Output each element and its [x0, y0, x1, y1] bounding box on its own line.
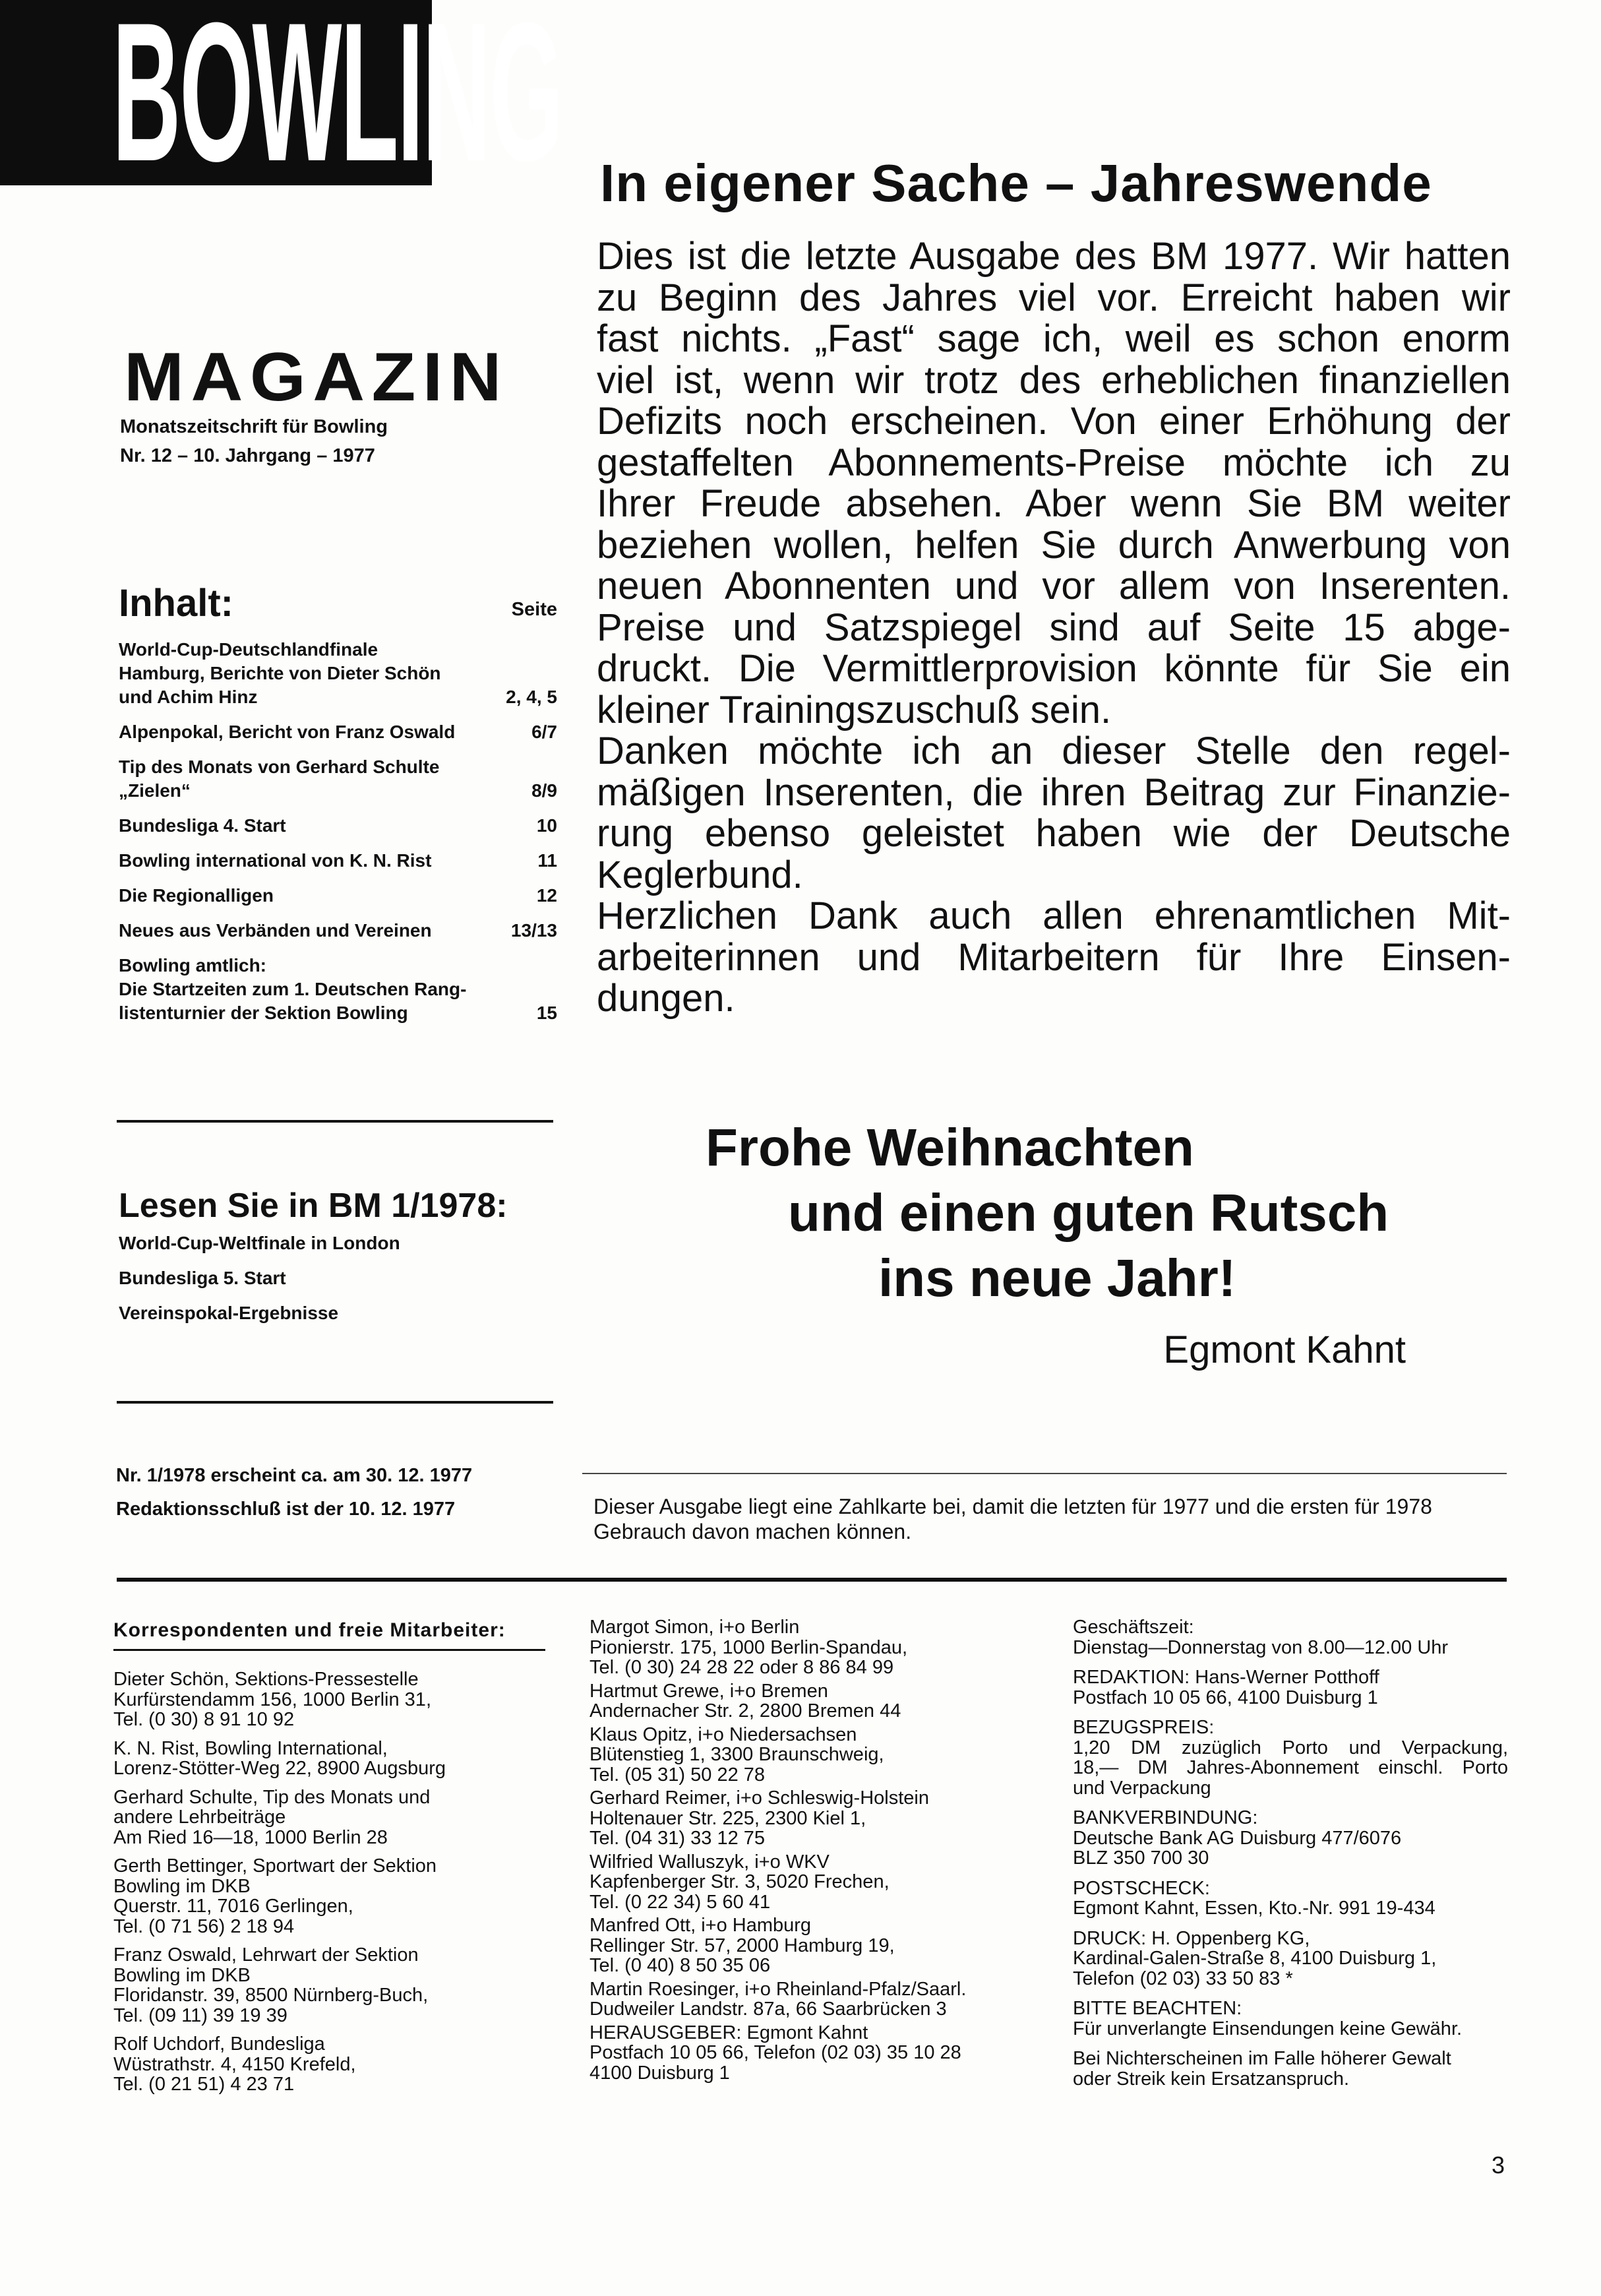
- editorial-line: Herzlichen Dank auch allen ehrenamtlichen Mit-: [597, 894, 1511, 937]
- signature: Egmont Kahnt: [1163, 1328, 1406, 1371]
- contact-entry: [113, 1945, 549, 2026]
- toc-entry-title: World-Cup-Deutschlandfinale Hamburg, Berichte von Dieter Schön und Achim Hinz: [119, 639, 441, 707]
- contact-line: REDAKTION: Hans-Werner Potthoff: [1073, 1667, 1379, 1688]
- contact-entry: [589, 1617, 1051, 1678]
- toc-entry-page: 2, 4, 5: [506, 687, 557, 707]
- contact-entry: [589, 1915, 1051, 1976]
- editorial-headline: In eigener Sache – Jahreswende: [600, 154, 1432, 212]
- editorial-line: Keglerbund.: [597, 853, 803, 896]
- toc-entry-title: Tip des Monats von Gerhard Schulte „Zielen“: [119, 757, 440, 801]
- next-issue-item: Vereinspokal-Ergebnisse: [119, 1303, 339, 1323]
- contact-line: BLZ 350 700 30: [1073, 1847, 1209, 1869]
- contact-line: Tel. (0 71 56) 2 18 94: [113, 1915, 295, 1937]
- editorial-line: gestaffelten Abonnements-Preise möchte ich zu: [597, 441, 1511, 484]
- editorial-line: rung ebenso geleistet haben wie der Deutsche: [597, 812, 1511, 855]
- contact-line: Kardinal-Galen-Straße 8, 4100 Duisburg 1,: [1073, 1948, 1437, 1969]
- editorial-line: neuen Abonnenten und vor allem von Inserenten.: [597, 565, 1511, 607]
- contact-line: Manfred Ott, i+o Hamburg: [589, 1915, 812, 1936]
- contact-line: Rellinger Str. 57, 2000 Hamburg 19,: [589, 1935, 895, 1956]
- toc-entry-title: Bowling international von K. N. Rist: [119, 850, 432, 871]
- contact-entry: [1073, 1667, 1508, 1708]
- contact-line: Lorenz-Stötter-Weg 22, 8900 Augsburg: [113, 1758, 446, 1779]
- contact-line: Tel. (0 30) 24 28 22 oder 8 86 84 99: [589, 1657, 894, 1678]
- contact-line: Tel. (0 30) 8 91 10 92: [113, 1709, 295, 1730]
- editorial-line: viel ist, wenn wir trotz des erheblichen finanziellen: [597, 358, 1511, 402]
- toc-entry-page: 8/9: [531, 780, 557, 801]
- editorial-body: [597, 236, 1511, 1020]
- next-issue-title: Lesen Sie in BM 1/1978:: [119, 1187, 508, 1225]
- magazine-logo: [0, 0, 562, 202]
- correspondents-column-2: [589, 1617, 1051, 2086]
- contact-entry: [113, 2034, 549, 2095]
- contact-line: DRUCK: H. Oppenberg KG,: [1073, 1927, 1310, 1949]
- next-issue-item: Bundesliga 5. Start: [119, 1268, 286, 1288]
- editorial-line: druckt. Die Vermittlerprovision könnte für Sie ein: [597, 647, 1511, 690]
- toc-entry: [119, 849, 557, 873]
- contact-entry: [1073, 1999, 1508, 2039]
- contact-line: Am Ried 16—18, 1000 Berlin 28: [113, 1826, 388, 1848]
- toc-entry-title: Bowling amtlich: Die Startzeiten zum 1. Deutschen Rang- listenturnier der Sektion Bowling: [119, 955, 467, 1023]
- correspondents-column-1: [113, 1617, 549, 2103]
- toc-entry-page: 12: [536, 885, 557, 906]
- contact-line: Wilfried Walluszyk, i+o WKV: [589, 1851, 830, 1873]
- logo-subtitle: MAGAZIN: [124, 339, 509, 416]
- editorial-line: beziehen wollen, helfen Sie durch Anwerbung von: [597, 523, 1511, 567]
- contact-entry: [1073, 1617, 1508, 1658]
- editorial-line: arbeiterinnen und Mitarbeitern für Ihre Einsen-: [597, 935, 1511, 979]
- contact-line: Postfach 10 05 66, 4100 Duisburg 1: [1073, 1687, 1378, 1708]
- divider: [582, 1473, 1507, 1474]
- toc-entry-page: 6/7: [531, 722, 557, 742]
- contact-line: Blütenstieg 1, 3300 Braunschweig,: [589, 1744, 884, 1765]
- editorial-line: Defizits noch erscheinen. Von einer Erhöhung der: [597, 400, 1511, 443]
- correspondents-title: Korrespondenten und freie Mitarbeiter:: [113, 1617, 545, 1651]
- contact-entry: [1073, 1718, 1508, 1798]
- contact-line: Dieter Schön, Sektions-Pressestelle: [113, 1669, 419, 1690]
- contact-line: Dudweiler Landstr. 87a, 66 Saarbrücken 3: [589, 1999, 947, 2020]
- contact-line: und Verpackung: [1073, 1777, 1211, 1799]
- contact-line: Tel. (04 31) 33 12 75: [589, 1828, 766, 1849]
- contact-line: Pionierstr. 175, 1000 Berlin-Spandau,: [589, 1636, 908, 1658]
- toc-page-header: Seite: [511, 599, 557, 620]
- toc-entry: [119, 919, 557, 943]
- contact-entry: [589, 1979, 1051, 2020]
- contact-line: Querstr. 11, 7016 Gerlingen,: [113, 1896, 353, 1917]
- contact-line: K. N. Rist, Bowling International,: [113, 1737, 388, 1759]
- greeting-line: Frohe Weihnachten: [706, 1118, 1194, 1177]
- contact-line: Kapfenberger Str. 3, 5020 Frechen,: [589, 1871, 890, 1892]
- contact-line: Postfach 10 05 66, Telefon (02 03) 35 10 28: [589, 2042, 961, 2063]
- toc-entry-page: 11: [537, 850, 557, 871]
- toc-title: Inhalt:: [119, 582, 233, 625]
- contact-line: BITTE BEACHTEN:: [1073, 1998, 1242, 2019]
- contact-line: Klaus Opitz, i+o Niedersachsen: [589, 1723, 857, 1745]
- toc-entry-page: 13/13: [510, 920, 557, 941]
- toc-entry-title: Alpenpokal, Bericht von Franz Oswald: [119, 722, 456, 742]
- editorial-line: Preise und Satzspiegel sind auf Seite 15 abge-: [597, 605, 1511, 649]
- editorial-line: kleiner Trainingszuschuß sein.: [597, 688, 1112, 731]
- contact-line: Kurfürstendamm 156, 1000 Berlin 31,: [113, 1689, 431, 1710]
- contact-line: Tel. (0 40) 8 50 35 06: [589, 1955, 771, 1976]
- contact-line: Egmont Kahnt, Essen, Kto.-Nr. 991 19-434: [1073, 1898, 1435, 1919]
- toc-entry: [119, 720, 557, 744]
- contact-line: andere Lehrbeiträge: [113, 1807, 286, 1828]
- next-issue-list: [119, 1226, 400, 1330]
- contact-line: Gerhard Reimer, i+o Schleswig-Holstein: [589, 1787, 929, 1809]
- contact-entry: [589, 1681, 1051, 1722]
- toc-entry: [119, 954, 557, 1025]
- contact-line: Rolf Uchdorf, Bundesliga: [113, 2033, 325, 2055]
- contact-line: BEZUGSPREIS:: [1073, 1717, 1215, 1738]
- contact-line: Telefon (02 03) 33 50 83 *: [1073, 1968, 1293, 1989]
- next-issue-date: Nr. 1/1978 erscheint ca. am 30. 12. 1977: [116, 1465, 473, 1486]
- contact-line: BANKVERBINDUNG:: [1073, 1807, 1258, 1828]
- contact-line: Wüstrathstr. 4, 4150 Krefeld,: [113, 2053, 356, 2075]
- contact-line: Geschäftszeit:: [1073, 1617, 1194, 1638]
- contact-line: Bowling im DKB: [113, 1875, 251, 1897]
- editorial-line: Danken möchte ich an dieser Stelle den regel-: [597, 729, 1511, 772]
- toc-entry: [119, 755, 557, 803]
- contact-entry: [113, 1787, 549, 1848]
- editorial-line: zu Beginn des Jahres viel vor. Erreicht haben wir: [597, 276, 1511, 319]
- editorial-line: fast nichts. „Fast“ sage ich, weil es schon enorm: [597, 317, 1511, 360]
- contact-line: Gerhard Schulte, Tip des Monats und: [113, 1786, 431, 1808]
- contact-line: Tel. (09 11) 39 19 39: [113, 2004, 287, 2026]
- contact-line: 4100 Duisburg 1: [589, 2062, 730, 2084]
- contact-line: Bei Nichterscheinen im Falle höherer Gewalt: [1073, 2048, 1451, 2069]
- page-number: 3: [1492, 2152, 1505, 2179]
- contact-entry: [1073, 1878, 1508, 1919]
- issue-notes: [116, 1459, 472, 1526]
- contact-line: Holtenauer Str. 225, 2300 Kiel 1,: [589, 1807, 866, 1829]
- contact-line: Franz Oswald, Lehrwart der Sektion: [113, 1944, 419, 1966]
- contact-entry: [113, 1739, 549, 1779]
- toc-entry: [119, 638, 557, 709]
- editorial-line: mäßigen Inserenten, die ihren Beitrag zur Finanzie-: [597, 770, 1511, 814]
- contact-line: Hartmut Grewe, i+o Bremen: [589, 1680, 828, 1702]
- imprint-column: [1073, 1617, 1508, 2099]
- payment-slip-note: Dieser Ausgabe liegt eine Zahlkarte bei, damit die letzten für 1977 und die ersten für 1978 Gebrauch davon machen können.: [593, 1495, 1432, 1543]
- contact-line: 18,— DM Jahres-Abonnement einschl. Porto: [1073, 1757, 1508, 1778]
- toc-entry-title: Bundesliga 4. Start: [119, 815, 286, 836]
- editorial-line: Ihrer Freude absehen. Aber wenn Sie BM weiter: [597, 482, 1511, 525]
- contact-line: Martin Roesinger, i+o Rheinland-Pfalz/Saarl.: [589, 1978, 967, 2000]
- contact-line: Margot Simon, i+o Berlin: [589, 1617, 800, 1638]
- toc-entry-page: 10: [536, 815, 557, 836]
- editorial-paragraph: [597, 731, 1511, 896]
- divider-thick: [117, 1578, 1507, 1582]
- contact-entry: [589, 1852, 1051, 1913]
- toc-entry-page: 15: [536, 1003, 557, 1023]
- greeting-line: und einen guten Rutsch: [788, 1183, 1389, 1242]
- contact-entry: [1073, 1929, 1508, 1989]
- contact-entry: [1073, 2049, 1508, 2089]
- contact-line: Tel. (05 31) 50 22 78: [589, 1764, 766, 1785]
- contact-line: Tel. (0 21 51) 4 23 71: [113, 2074, 295, 2095]
- contact-line: POSTSCHECK:: [1073, 1877, 1210, 1899]
- contact-entry: [113, 1669, 549, 1730]
- editorial-deadline: Redaktionsschluß ist der 10. 12. 1977: [116, 1499, 456, 1520]
- magazine-tagline: Monatszeitschrift für Bowling: [120, 416, 388, 437]
- next-issue-item: World-Cup-Weltfinale in London: [119, 1233, 400, 1253]
- contact-entry: [589, 1725, 1051, 1785]
- contact-entry: [113, 1856, 549, 1937]
- toc-entry: [119, 814, 557, 838]
- editorial-paragraph: [597, 896, 1511, 1020]
- divider: [117, 1401, 553, 1404]
- greeting-line: ins neue Jahr!: [878, 1249, 1236, 1307]
- contact-entry: [589, 1788, 1051, 1849]
- editorial-paragraph: [597, 236, 1511, 731]
- contact-entry: [1073, 1808, 1508, 1869]
- contact-line: Floridanstr. 39, 8500 Nürnberg-Buch,: [113, 1985, 429, 2006]
- contact-line: Andernacher Str. 2, 2800 Bremen 44: [589, 1700, 901, 1722]
- issue-number: Nr. 12 – 10. Jahrgang – 1977: [120, 445, 375, 466]
- toc-entry-title: Neues aus Verbänden und Vereinen: [119, 920, 432, 941]
- editorial-line: Dies ist die letzte Ausgabe des BM 1977. Wir hatten: [597, 235, 1511, 278]
- toc-entry: [119, 884, 557, 908]
- editorial-line: dungen.: [597, 977, 735, 1020]
- table-of-contents: [119, 580, 557, 1025]
- contact-line: Für unverlangte Einsendungen keine Gewähr.: [1073, 2018, 1463, 2039]
- contact-line: Dienstag—Donnerstag von 8.00—12.00 Uhr: [1073, 1636, 1449, 1658]
- contact-line: Deutsche Bank AG Duisburg 477/6076: [1073, 1827, 1402, 1849]
- holiday-greeting: [706, 1115, 1405, 1311]
- contact-line: Tel. (0 22 34) 5 60 41: [589, 1891, 771, 1913]
- toc-entry-title: Die Regionalligen: [119, 885, 274, 906]
- contact-line: 1,20 DM zuzüglich Porto und Verpackung,: [1073, 1737, 1508, 1758]
- divider: [117, 1120, 553, 1123]
- contact-line: HERAUSGEBER: Egmont Kahnt: [589, 2022, 868, 2043]
- logo-word: BOWLING: [112, 0, 562, 202]
- contact-line: Bowling im DKB: [113, 1964, 251, 1986]
- contact-entry: [589, 2023, 1051, 2084]
- contact-line: oder Streik kein Ersatzanspruch.: [1073, 2068, 1350, 2090]
- contact-line: Gerth Bettinger, Sportwart der Sektion: [113, 1855, 437, 1877]
